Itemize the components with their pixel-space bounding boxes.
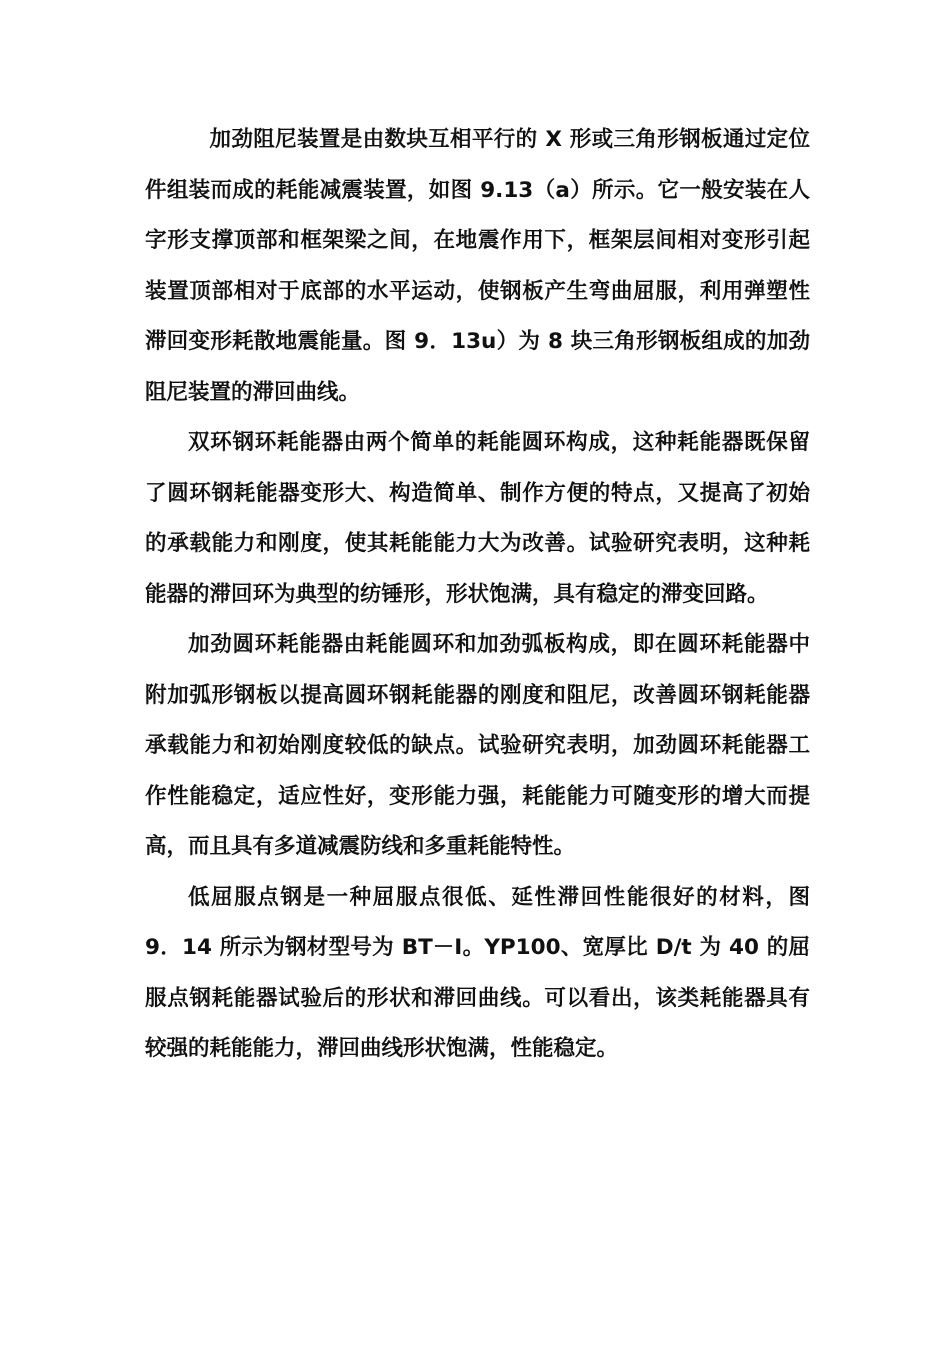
paragraph-stiffened-ring-dissipator: 加劲圆环耗能器由耗能圆环和加劲弧板构成，即在圆环耗能器中附加弧形钢板以提高圆环钢耗能器的刚度和阻尼，改善圆环钢耗能器承载能力和初始刚度较低的缺点。试验研究表明，加劲圆环耗能器工作性能稳定，适应性好，变形能力强，耗能能力可随变形的增大而提高，而且具有多道减震防线和多重耗能特性。 xyxy=(145,632,810,859)
paragraph-low-yield-steel: 低屈服点钢是一种屈服点很低、延性滞回性能很好的材料，图 9．14 所示为钢材型号为 BT－I。YP100、宽厚比 D/t 为 40 的屈服点钢耗能器试验后的形状和滞回曲线。可以看出，该类耗能器具有较强的耗能能力，滞回曲线形状饱满，性能稳定。 xyxy=(145,884,810,1061)
document-body xyxy=(145,115,810,1075)
paragraph-damper-device: 加劲阻尼装置是由数块互相平行的 X 形或三角形钢板通过定位件组装而成的耗能减震装置，如图 9.13（a）所示。它一般安装在人字形支撑顶部和框架梁之间，在地震作用下，框架层间相对变形引起装置顶部相对于底部的水平运动，使钢板产生弯曲屈服，利用弹塑性滞回变形耗散地震能量。图 9．13u）为 8 块三角形钢板组成的加劲阻尼装置的滞回曲线。 xyxy=(145,127,810,405)
paragraph-double-ring-dissipator: 双环钢环耗能器由两个简单的耗能圆环构成，这种耗能器既保留了圆环钢耗能器变形大、构造简单、制作方便的特点，又提高了初始的承载能力和刚度，使其耗能能力大为改善。试验研究表明，这种耗能器的滞回环为典型的纺锤形，形状饱满，具有稳定的滞变回路。 xyxy=(145,430,810,607)
